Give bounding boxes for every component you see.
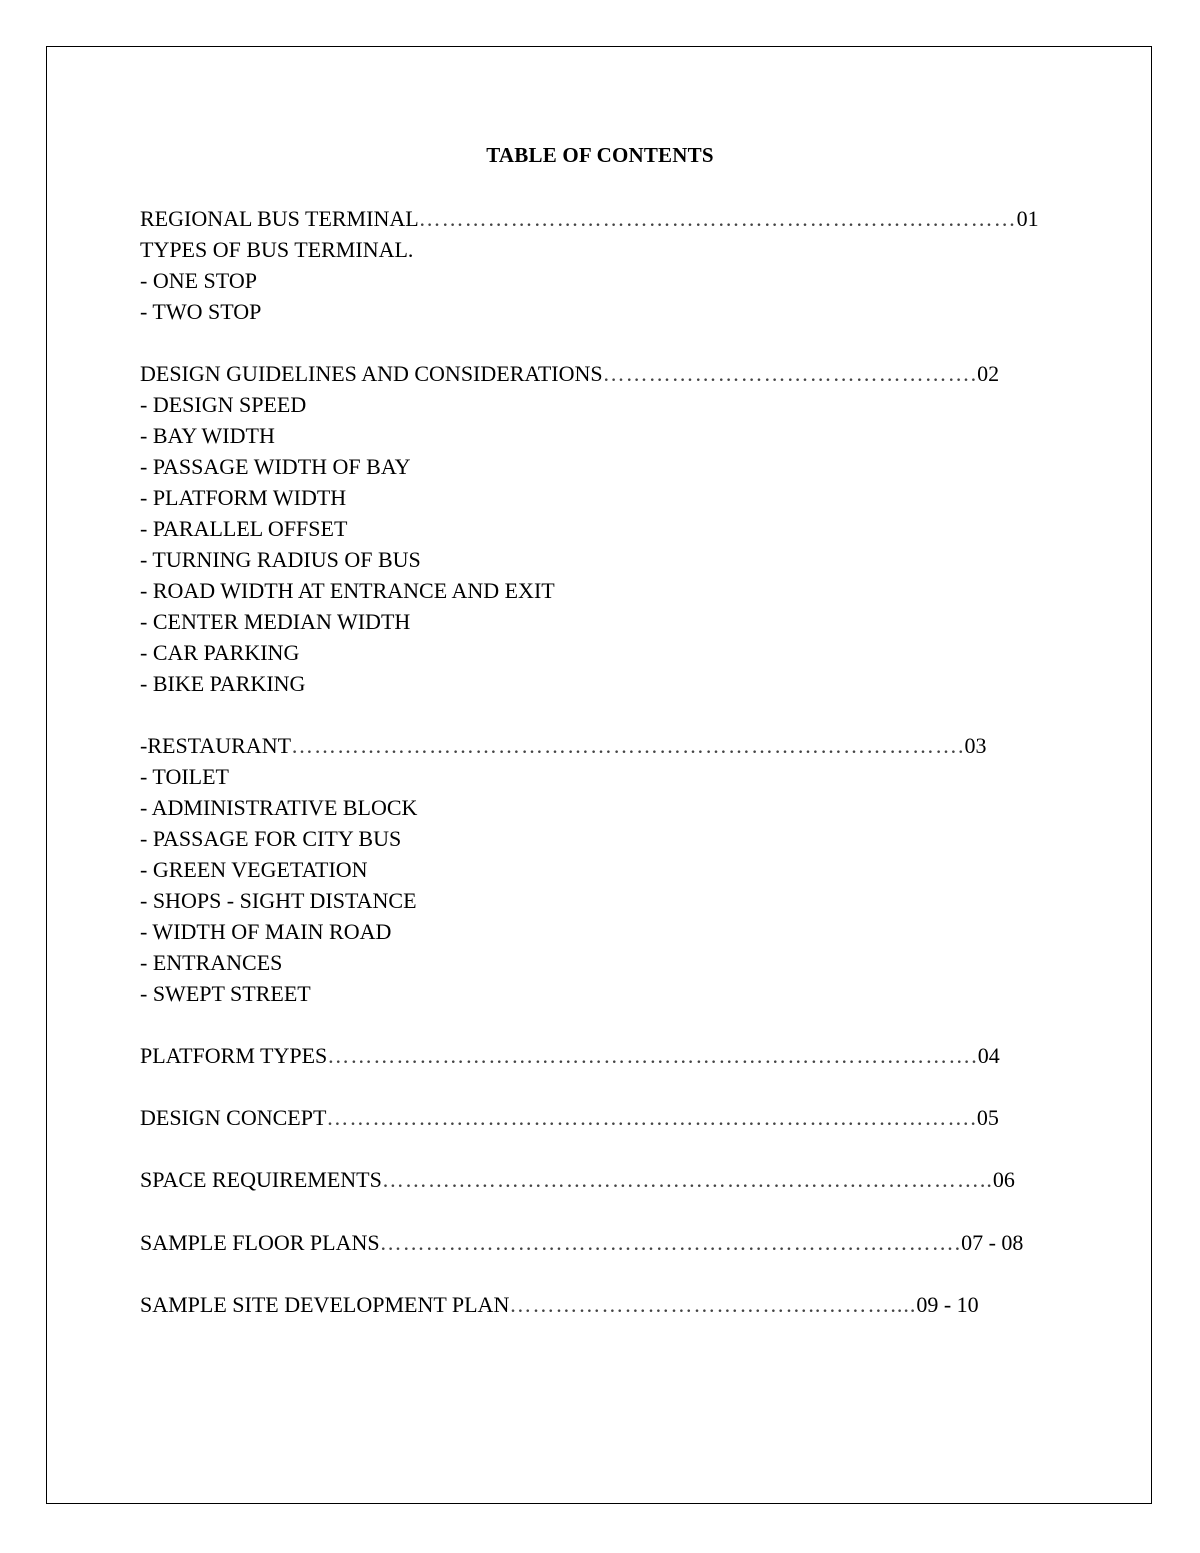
toc-subitem-two-stop — [140, 299, 261, 325]
toc-entry-text: SAMPLE FLOOR PLANS — [140, 1230, 380, 1255]
toc-entry-text: TYPES OF BUS TERMINAL. — [140, 237, 414, 262]
toc-subitem-toilet — [140, 764, 229, 790]
toc-entry-text: - WIDTH OF MAIN ROAD — [140, 919, 392, 944]
toc-entry-text: -RESTAURANT — [140, 733, 292, 758]
toc-entry-text: - TURNING RADIUS OF BUS — [140, 547, 421, 572]
toc-subitem-passage-width-of-bay — [140, 454, 411, 480]
toc-entry-text: - PLATFORM WIDTH — [140, 485, 347, 510]
toc-subitem-turning-radius — [140, 547, 421, 573]
toc-entry-text: - CENTER MEDIAN WIDTH — [140, 609, 411, 634]
toc-subitem-center-median-width — [140, 609, 410, 635]
toc-page-number: 07 - 08 — [961, 1230, 1024, 1255]
toc-page-number: 09 - 10 — [916, 1292, 979, 1317]
toc-subitem-entrances — [140, 950, 282, 976]
toc-entry-regional-bus-terminal — [140, 206, 1039, 232]
toc-entry-text: - SHOPS - SIGHT DISTANCE — [140, 888, 417, 913]
toc-subitem-swept-street — [140, 981, 311, 1007]
toc-page-number: 02 — [977, 361, 1000, 386]
toc-entry-text: - BAY WIDTH — [140, 423, 275, 448]
toc-page-number: 05 — [976, 1105, 999, 1130]
toc-subitem-bay-width — [140, 423, 275, 449]
toc-entry-text: - BIKE PARKING — [140, 671, 306, 696]
toc-subitem-road-width — [140, 578, 555, 604]
toc-leader-dots: ……………………………………………………………………………. — [291, 733, 965, 758]
toc-page-number: 01 — [1016, 206, 1039, 231]
toc-subitem-platform-width — [140, 485, 346, 511]
toc-entry-text: DESIGN GUIDELINES AND CONSIDERATIONS — [140, 361, 603, 386]
toc-page-number: 03 — [964, 733, 987, 758]
toc-leader-dots: …………………………………………………………………. — [379, 1230, 962, 1255]
toc-subitem-passage-for-city-bus — [140, 826, 401, 852]
toc-subitem-green-vegetation — [140, 857, 368, 883]
toc-entry-space-requirements — [140, 1167, 1015, 1193]
toc-subitem-car-parking — [140, 640, 299, 666]
toc-entry-text: - PASSAGE WIDTH OF BAY — [140, 454, 411, 479]
toc-leader-dots: …………………………………………………………………….. — [381, 1167, 993, 1192]
toc-leader-dots: …………………………………………. — [602, 361, 978, 386]
toc-entry-design-guidelines — [140, 361, 999, 387]
toc-entry-text: - DESIGN SPEED — [140, 392, 307, 417]
toc-entry-text: PLATFORM TYPES — [140, 1043, 328, 1068]
toc-subitem-parallel-offset — [140, 516, 347, 542]
toc-subitem-design-speed — [140, 392, 306, 418]
toc-entry-text: SAMPLE SITE DEVELOPMENT PLAN — [140, 1292, 510, 1317]
toc-subitem-administrative-block — [140, 795, 417, 821]
toc-page-number: 06 — [992, 1167, 1015, 1192]
toc-entry-restaurant — [140, 733, 987, 759]
toc-entry-text: - CAR PARKING — [140, 640, 300, 665]
toc-entry-text: SPACE REQUIREMENTS — [140, 1167, 382, 1192]
toc-subitem-bike-parking — [140, 671, 305, 697]
toc-leader-dots: …………………………………..……….... — [509, 1292, 917, 1317]
toc-leader-dots: …………………………………………………………………… — [418, 206, 1017, 231]
toc-entry-text: - ENTRANCES — [140, 950, 283, 975]
toc-entry-text: - TWO STOP — [140, 299, 262, 324]
toc-entry-sample-floor-plans — [140, 1230, 1023, 1256]
toc-subitem-shops-sight-distance — [140, 888, 417, 914]
toc-page-number: 04 — [977, 1043, 1000, 1068]
toc-leader-dots: …………………………………………………………………………. — [326, 1105, 977, 1130]
toc-entry-text: - TOILET — [140, 764, 229, 789]
toc-entry-text: - ROAD WIDTH AT ENTRANCE AND EXIT — [140, 578, 555, 603]
toc-entry-text: REGIONAL BUS TERMINAL — [140, 206, 419, 231]
toc-subitem-one-stop — [140, 268, 257, 294]
page-title: TABLE OF CONTENTS — [486, 143, 714, 167]
toc-leader-dots: …………………………………………………………………………. — [327, 1043, 978, 1068]
toc-entry-platform-types — [140, 1043, 1000, 1069]
toc-subitem-width-of-main-road — [140, 919, 391, 945]
toc-entry-design-concept — [140, 1105, 999, 1131]
toc-entry-text: DESIGN CONCEPT — [140, 1105, 327, 1130]
toc-entry-text: - PARALLEL OFFSET — [140, 516, 348, 541]
toc-entry-text: - SWEPT STREET — [140, 981, 311, 1006]
toc-entry-text: - PASSAGE FOR CITY BUS — [140, 826, 402, 851]
toc-entry-sample-site-development-plan — [140, 1292, 979, 1318]
toc-entry-types-of-bus-terminal — [140, 237, 413, 263]
toc-entry-text: - ADMINISTRATIVE BLOCK — [140, 795, 418, 820]
toc-entry-text: - ONE STOP — [140, 268, 257, 293]
toc-entry-text: - GREEN VEGETATION — [140, 857, 368, 882]
